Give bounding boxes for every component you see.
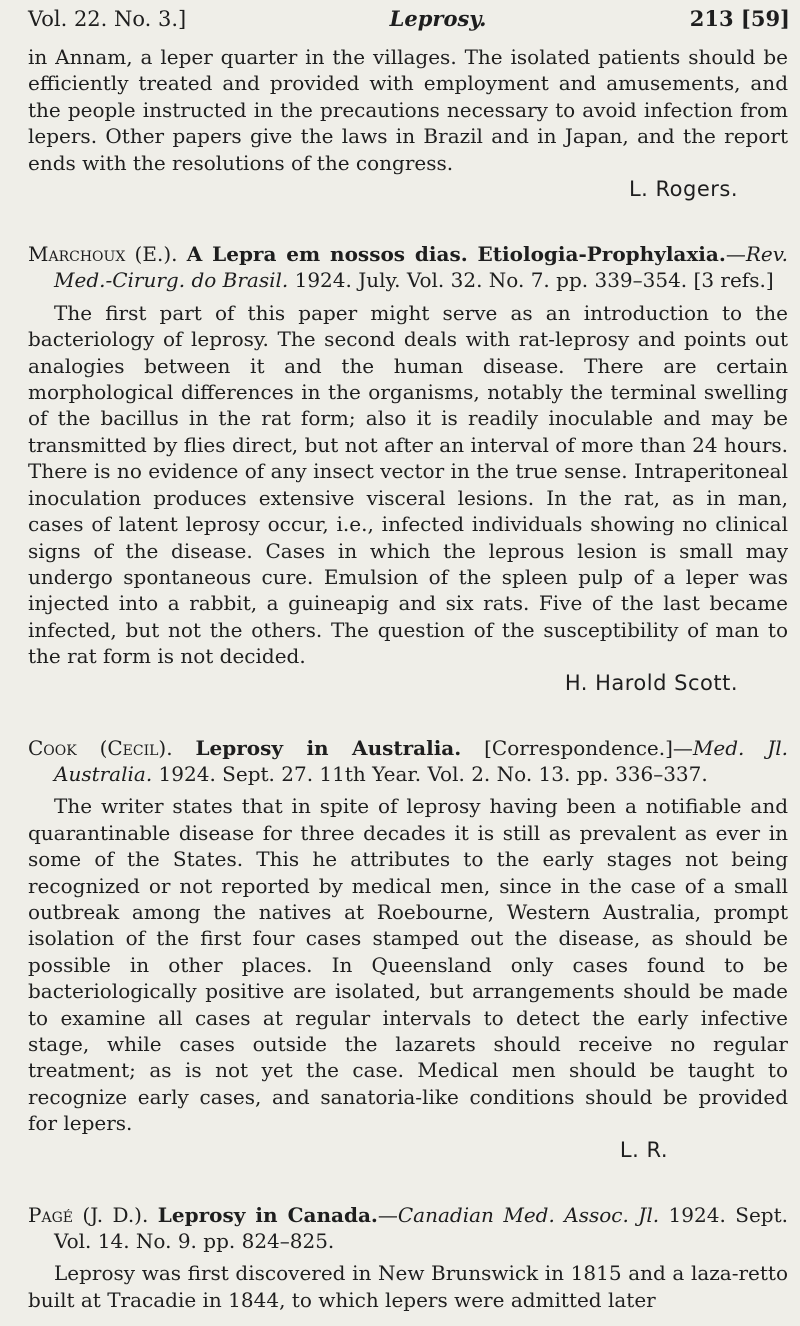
abstract-entry-marchoux [28, 241, 788, 697]
citation-journal: Canadian Med. Assoc. Jl. [397, 1202, 660, 1227]
running-head [28, 6, 790, 38]
citation [28, 735, 788, 788]
citation-details: 1924. Sept. 27. 11th Year. Vol. 2. No. 13. pp. 336–337. [158, 761, 708, 786]
abstract-body: in Annam, a leper quarter in the villages. The isolated patients should be efficiently treated and provided with employment and amusements, and the people instructed in the precautions necessary to avoid infection from lepers. Other papers give the laws in Brazil and in Japan, and the report ends with the resolutions of the congress. [28, 45, 788, 175]
citation-author: Pagé (J. D.). [28, 1202, 149, 1227]
citation-journal: Med. Jl. Australia. [54, 735, 789, 786]
continued-abstract [28, 44, 788, 203]
abstract-signature: L. R. [619, 1137, 668, 1162]
citation [28, 1202, 788, 1255]
abstract-body: The first part of this paper might serve as an introduction to the bacteriology of leprosy. The second deals with rat-leprosy and points out analogies between it and the human disease. There are certain morphological differences in the organisms, notably the terminal swelling of the bacillus in the rat form; also it is readily inoculable and may be transmitted by flies direct, but not after an interval of more than 24 hours. There is no evidence of any insect vector in the true sense. Intraperitoneal inoculation produces extensive visceral lesions. In the rat, as in man, cases of latent leprosy occur, i.e., infected individuals showing no clinical signs of the disease. Cases in which the leprous lesion is small may undergo spontaneous cure. Emulsion of the spleen pulp of a leper was injected into a rabbit, a guineapig and six rats. Five of the last became infected, but not the others. The question of the susceptibility of man to the rat form is not decided. [28, 300, 788, 669]
section-title: Leprosy. [389, 6, 487, 31]
abstract-signature: H. Harold Scott. [564, 670, 738, 695]
abstract-entry-page [28, 1202, 788, 1314]
citation-details: 1924. July. Vol. 32. No. 7. pp. 339–354. [3 refs.] [294, 268, 774, 293]
abstract-body: The writer states that in spite of leprosy having been a notifiable and quarantinable disease for three decades it is still as prevalent as ever in some of the States. This he attributes to the early stages not being recognized or not reported by medical men, since in the case of a small outbreak among the natives at Roebourne, Western Australia, prompt isolation of the first four cases stamped out the disease, as should be possible in other places. In Queensland only cases found to be bacteriologically positive are isolated, but arrangements should be made to examine all cases at regular intervals to detect the early infective stage, while cases outside the lazarets should receive no regular treatment; as is not yet the case. Medical men should be taught to recognize early cases, and sanatoria-like conditions should be provided for lepers. [28, 794, 788, 1136]
citation-journal-prefix: — [377, 1202, 398, 1227]
abstract-signature: L. Rogers. [628, 177, 738, 202]
citation-author: Marchoux (E.). [28, 242, 178, 267]
citation-details: 1924. Sept. Vol. 14. No. 9. pp. 824–825. [54, 1202, 788, 1254]
citation-author: Cook (Cecil). [28, 735, 173, 760]
page-number: 213 [59] [689, 6, 790, 31]
citation-title: Leprosy in Australia. [195, 735, 462, 760]
citation: Marchoux (E.). A Lepra em nossos dias. Etiologia-Prophylaxia.—Rev. Med.-Cirurg. do Brasil. 1924. July. Vol. 32. No. 7. pp. 339–354. [3 refs.] [28, 242, 789, 293]
citation-title: A Lepra em nossos dias. Etiologia-Prophylaxia. [186, 242, 726, 267]
abstract-entry-cook [28, 735, 788, 1164]
page-content [28, 44, 788, 1313]
citation-journal: Rev. Med.-Cirurg. do Brasil. [54, 242, 789, 293]
citation-journal-prefix: [Correspondence.]— [484, 735, 693, 760]
volume-issue: Vol. 22. No. 3.] [28, 7, 187, 31]
citation-title: Leprosy in Canada. [157, 1202, 378, 1227]
abstract-body: Leprosy was first discovered in New Brunswick in 1815 and a laza-retto built at Tracadie in 1844, to which lepers were admitted later [28, 1261, 788, 1312]
